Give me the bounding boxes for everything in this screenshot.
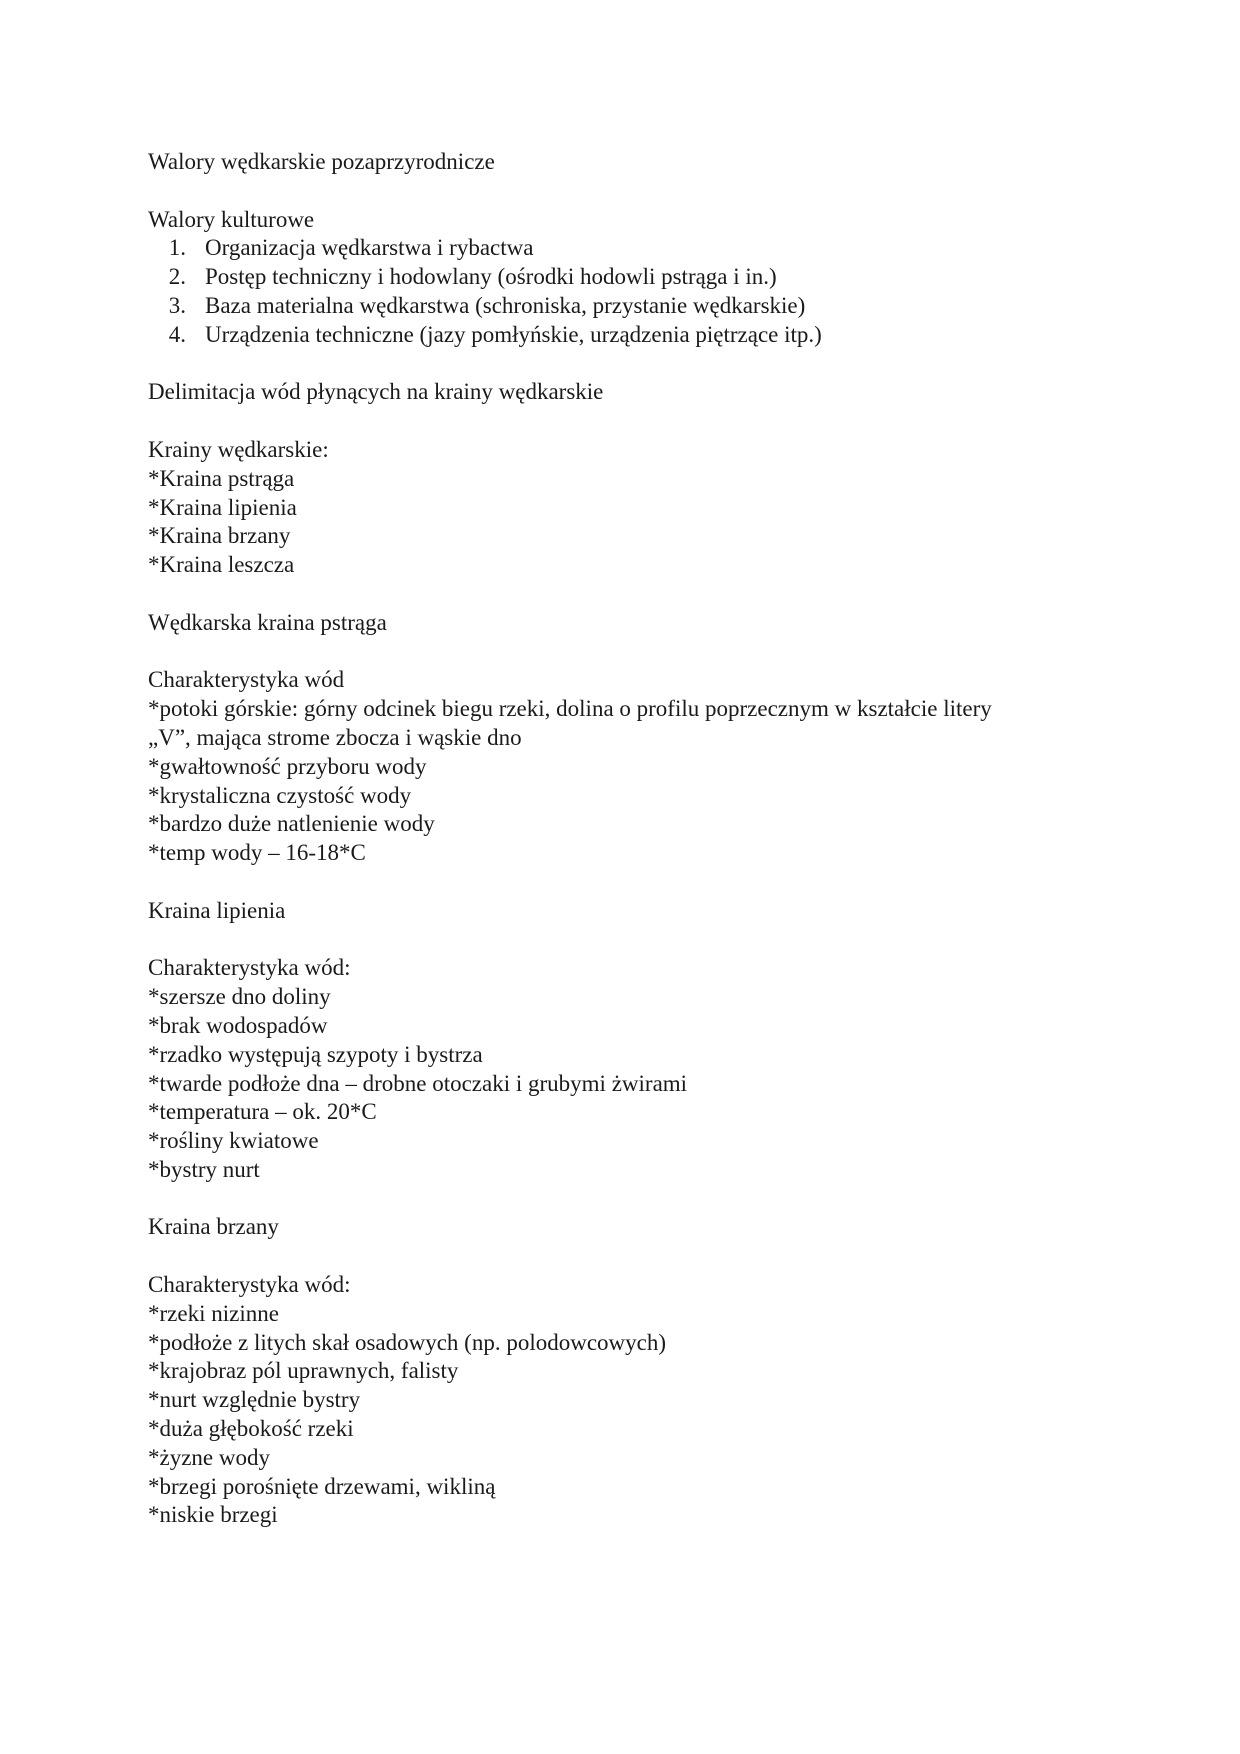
list-item: „V”, mająca strome zbocza i wąskie dno	[148, 724, 522, 750]
list-text: Baza materialna wędkarstwa (schroniska, przystanie wędkarskie)	[205, 292, 806, 318]
list-item: *Kraina pstrąga	[148, 465, 295, 491]
list-item: *nurt względnie bystry	[148, 1387, 361, 1413]
list-item: *żyzne wody	[148, 1444, 270, 1470]
list-text: Postęp techniczny i hodowlany (ośrodki hodowli pstrąga i in.)	[205, 264, 777, 290]
spacer	[148, 177, 1108, 206]
list-item: *brzegi porośnięte drzewami, wikliną	[148, 1473, 496, 1499]
list-item: *bardzo duże natlenienie wody	[148, 811, 435, 837]
document-title: Walory wędkarskie pozaprzyrodnicze	[148, 149, 495, 174]
list-item	[148, 292, 1108, 321]
spacer	[148, 350, 1108, 379]
trout-heading: Wędkarska kraina pstrąga	[148, 609, 387, 635]
delimitation-heading: Delimitacja wód płynących na krainy wędkarskie	[148, 379, 604, 405]
list-text: Urządzenia techniczne (jazy pomłyńskie, urządzenia piętrzące itp.)	[205, 321, 822, 347]
list-item: *potoki górskie: górny odcinek biegu rzeki, dolina o profilu poprzecznym w kształcie litery	[148, 696, 992, 722]
spacer	[148, 1242, 1108, 1271]
list-number: 4.	[168, 321, 186, 347]
list-item: *Kraina leszcza	[148, 552, 295, 578]
list-item	[148, 263, 1108, 292]
trout-subheading: Charakterystyka wód	[148, 667, 345, 693]
list-item: *temperatura – ok. 20*C	[148, 1099, 377, 1125]
list-item: *szersze dno doliny	[148, 984, 331, 1010]
spacer	[148, 638, 1108, 667]
grayling-heading: Kraina lipienia	[148, 897, 286, 923]
regions-heading: Krainy wędkarskie:	[148, 436, 329, 462]
list-item: *Kraina brzany	[148, 523, 291, 549]
document-page	[148, 148, 1108, 1530]
list-item	[148, 234, 1108, 263]
spacer	[148, 580, 1108, 609]
list-item: *niskie brzegi	[148, 1502, 278, 1528]
list-item: *brak wodospadów	[148, 1012, 328, 1038]
spacer	[148, 407, 1108, 436]
spacer	[148, 926, 1108, 955]
list-item: *temp wody – 16-18*C	[148, 840, 366, 866]
list-text: Organizacja wędkarstwa i rybactwa	[205, 235, 534, 261]
list-number: 3.	[168, 292, 186, 318]
list-item: *bystry nurt	[148, 1156, 260, 1182]
list-item	[148, 321, 1108, 350]
list-number: 1.	[168, 235, 186, 261]
list-item: *rzadko występują szypoty i bystrza	[148, 1041, 483, 1067]
list-item: *gwałtowność przyboru wody	[148, 753, 427, 779]
list-item: *podłoże z litych skał osadowych (np. polodowcowych)	[148, 1329, 667, 1355]
spacer	[148, 1185, 1108, 1214]
list-number: 2.	[168, 264, 186, 290]
barbel-subheading: Charakterystyka wód:	[148, 1272, 351, 1298]
list-item: *rośliny kwiatowe	[148, 1128, 319, 1154]
grayling-subheading: Charakterystyka wód:	[148, 955, 351, 981]
list-item: *rzeki nizinne	[148, 1300, 279, 1326]
cultural-heading: Walory kulturowe	[148, 206, 315, 232]
list-item: *duża głębokość rzeki	[148, 1416, 354, 1442]
cultural-list	[148, 234, 1108, 349]
list-item: *twarde podłoże dna – drobne otoczaki i grubymi żwirami	[148, 1070, 688, 1096]
barbel-heading: Kraina brzany	[148, 1214, 279, 1240]
list-item: *Kraina lipienia	[148, 494, 297, 520]
list-item: *krajobraz pól uprawnych, falisty	[148, 1358, 459, 1384]
spacer	[148, 868, 1108, 897]
list-item: *krystaliczna czystość wody	[148, 782, 412, 808]
